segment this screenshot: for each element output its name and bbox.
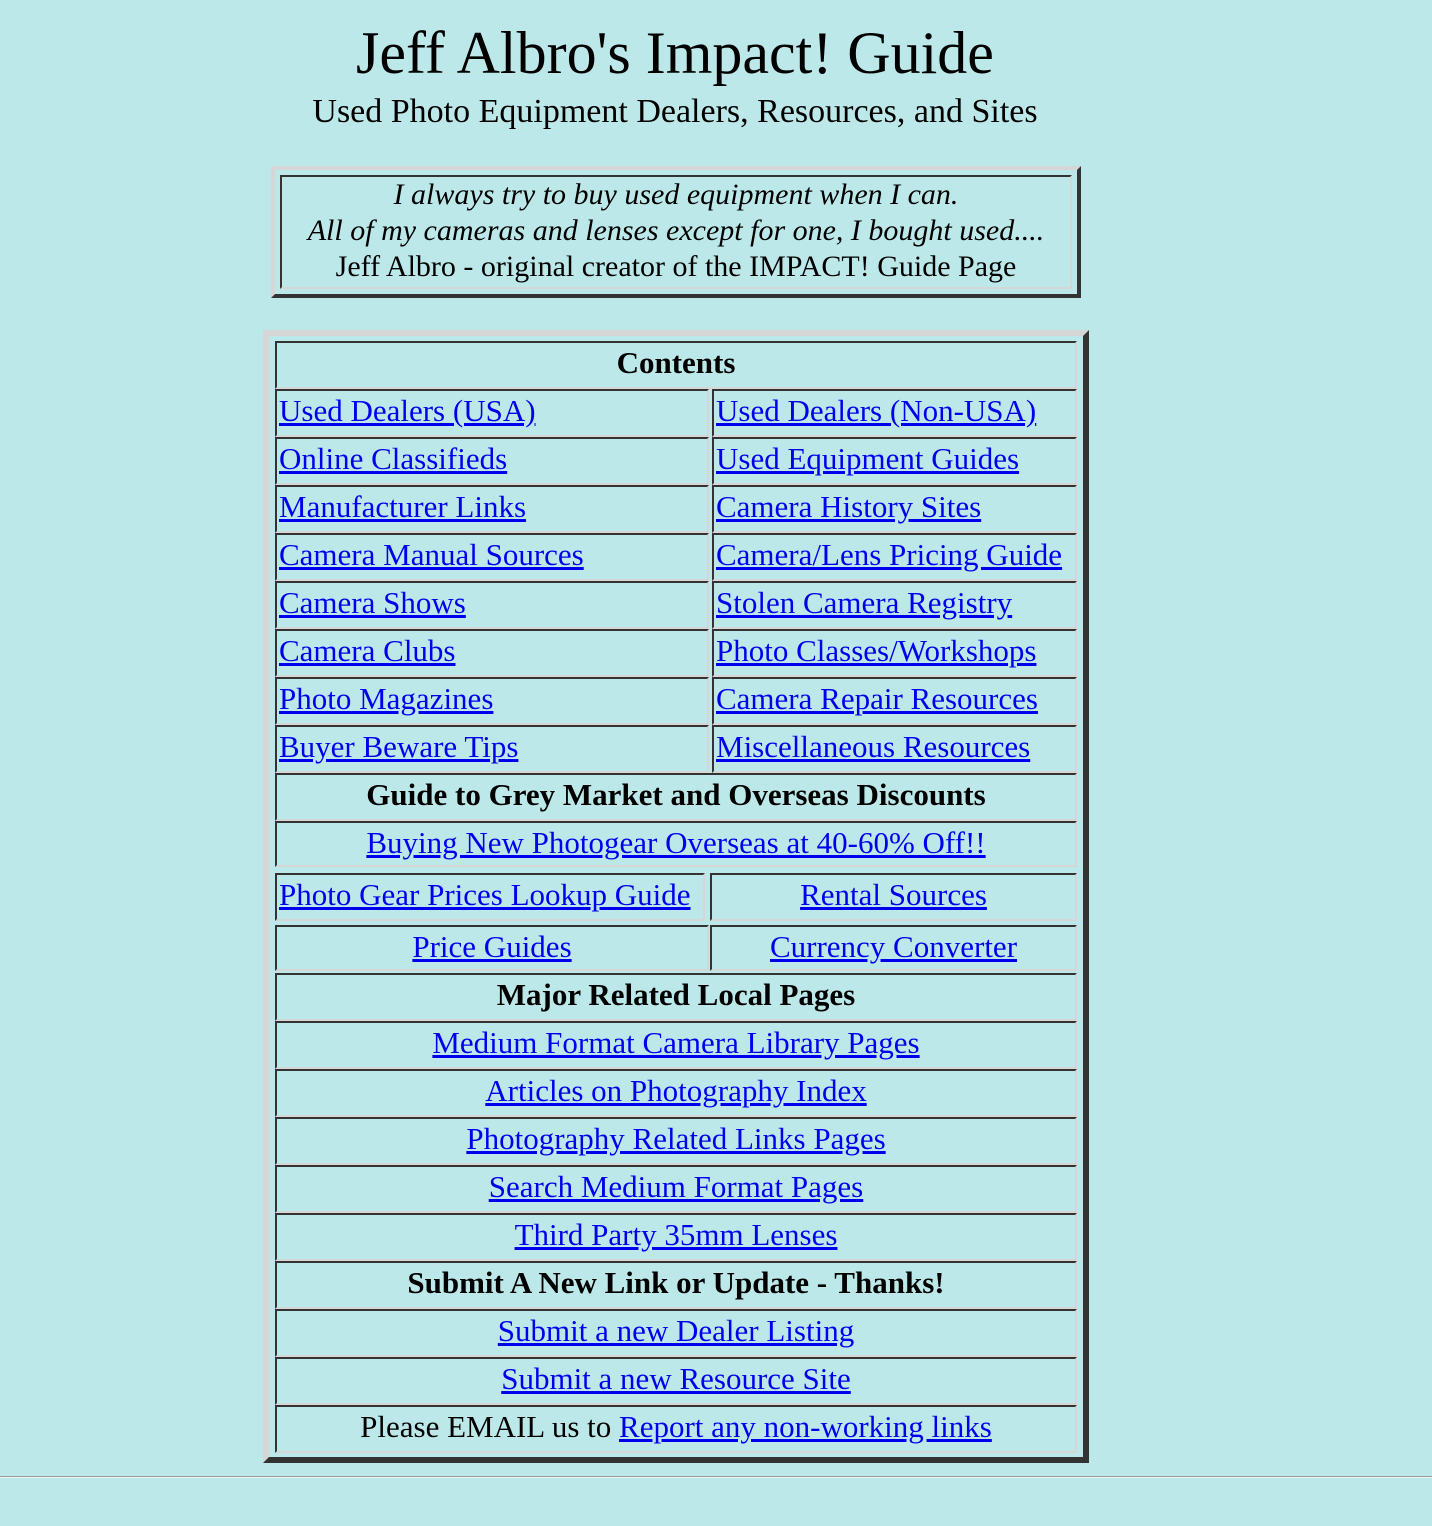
link-camera-manual-sources[interactable]: Camera Manual Sources [279, 537, 584, 572]
contents-cell [712, 485, 1077, 533]
contents-cell [275, 485, 709, 533]
link-photo-classes-workshops[interactable]: Photo Classes/Workshops [716, 633, 1037, 668]
contents-cell [275, 1405, 1077, 1453]
link-miscellaneous-resources[interactable]: Miscellaneous Resources [716, 729, 1031, 764]
contents-cell [712, 581, 1077, 629]
contents-cell [275, 821, 1077, 867]
link-buyer-beware-tips[interactable]: Buyer Beware Tips [279, 729, 519, 764]
contents-cell [275, 437, 709, 485]
contents-cell [275, 1357, 1077, 1405]
link-photo-magazines[interactable]: Photo Magazines [279, 681, 494, 716]
contents-cell [275, 533, 709, 581]
link-rental-sources[interactable]: Rental Sources [800, 877, 987, 912]
contents-cell [712, 437, 1077, 485]
contents-heading: Contents [275, 341, 1077, 389]
link-photography-links-pages[interactable]: Photography Related Links Pages [466, 1121, 886, 1156]
link-used-equipment-guides[interactable]: Used Equipment Guides [716, 441, 1020, 476]
link-camera-repair-resources[interactable]: Camera Repair Resources [716, 681, 1038, 716]
contents-cell [275, 725, 709, 773]
link-submit-dealer[interactable]: Submit a new Dealer Listing [497, 1313, 855, 1348]
contents-cell [275, 1165, 1077, 1213]
link-used-dealers-non-usa[interactable]: Used Dealers (Non-USA) [716, 393, 1037, 428]
contents-cell [710, 925, 1077, 971]
contents-cell [275, 1213, 1077, 1261]
link-camera-lens-pricing-guide[interactable]: Camera/Lens Pricing Guide [716, 537, 1063, 572]
quote-inner [280, 175, 1072, 289]
contents-cell [275, 873, 705, 921]
contents-cell [275, 629, 709, 677]
link-camera-clubs[interactable]: Camera Clubs [279, 633, 456, 668]
link-prices-lookup-guide[interactable]: Photo Gear Prices Lookup Guide [279, 877, 691, 912]
link-used-dealers-usa[interactable]: Used Dealers (USA) [279, 393, 536, 428]
submit-heading: Submit A New Link or Update - Thanks! [275, 1261, 1077, 1309]
quote-line-1: I always try to buy used equipment when I can. [393, 178, 959, 211]
quote-box [271, 166, 1081, 298]
footer-divider [0, 1476, 1432, 1478]
email-prefix: Please EMAIL us to [360, 1409, 620, 1444]
link-online-classifieds[interactable]: Online Classifieds [279, 441, 508, 476]
contents-cell [275, 389, 709, 437]
link-stolen-camera-registry[interactable]: Stolen Camera Registry [716, 585, 1013, 620]
contents-cell [275, 1021, 1077, 1069]
contents-cell [275, 581, 709, 629]
link-articles-index[interactable]: Articles on Photography Index [485, 1073, 867, 1108]
contents-cell [712, 533, 1077, 581]
grey-market-heading: Guide to Grey Market and Overseas Discounts [275, 773, 1077, 821]
quote-line-2: All of my cameras and lenses except for one, I bought used.... [307, 214, 1045, 247]
link-third-party-lenses[interactable]: Third Party 35mm Lenses [514, 1217, 838, 1252]
link-camera-history-sites[interactable]: Camera History Sites [716, 489, 982, 524]
contents-cell [712, 629, 1077, 677]
link-camera-shows[interactable]: Camera Shows [279, 585, 466, 620]
local-pages-heading: Major Related Local Pages [275, 973, 1077, 1021]
link-manufacturer-links[interactable]: Manufacturer Links [279, 489, 527, 524]
quote-attribution: Jeff Albro - original creator of the IMPACT! Guide Page [335, 250, 1017, 283]
contents-cell [712, 677, 1077, 725]
contents-cell [275, 1117, 1077, 1165]
contents-cell [710, 873, 1077, 921]
link-currency-converter[interactable]: Currency Converter [769, 929, 1018, 964]
link-buying-overseas[interactable]: Buying New Photogear Overseas at 40-60% Off!! [366, 825, 986, 860]
contents-cell [275, 1309, 1077, 1357]
contents-cell [275, 1069, 1077, 1117]
contents-table [263, 330, 1089, 1463]
contents-cell [275, 925, 709, 971]
link-search-medium-format[interactable]: Search Medium Format Pages [488, 1169, 864, 1204]
contents-cell [712, 389, 1077, 437]
page-title: Jeff Albro's Impact! Guide [356, 20, 994, 86]
page-subtitle: Used Photo Equipment Dealers, Resources, and Sites [312, 93, 1038, 130]
link-submit-resource[interactable]: Submit a new Resource Site [501, 1361, 851, 1396]
link-report-broken-links[interactable]: Report any non-working links [619, 1409, 992, 1444]
link-price-guides[interactable]: Price Guides [412, 929, 572, 964]
link-medium-format-library[interactable]: Medium Format Camera Library Pages [432, 1025, 920, 1060]
contents-cell [712, 725, 1077, 773]
contents-cell [275, 677, 709, 725]
